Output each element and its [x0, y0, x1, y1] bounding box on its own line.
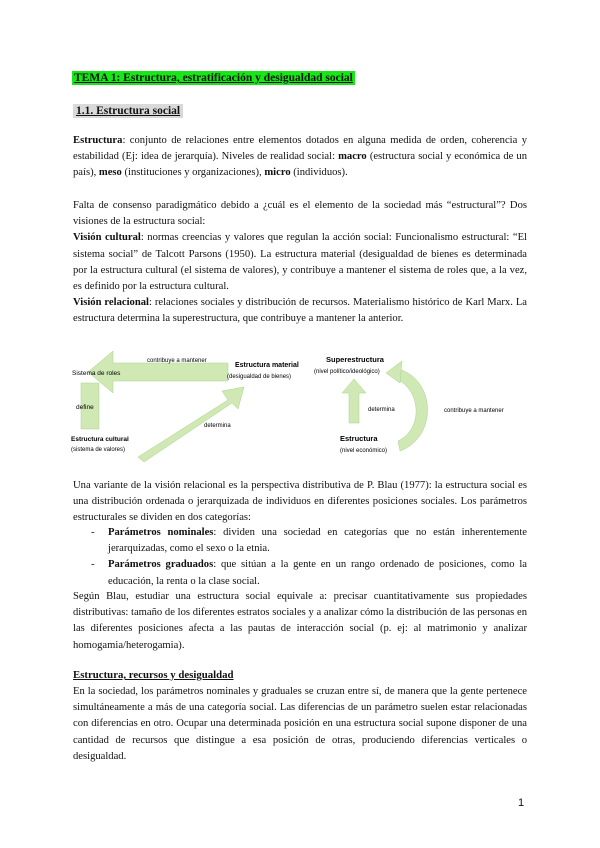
label-define: define: [76, 404, 94, 411]
label-sistema-roles: Sistema de roles: [72, 370, 121, 377]
text-fragment: : que sitúan a la gente en un rango ordenado de posiciones, como la educación, la renta o la clase social.: [108, 559, 527, 587]
label-desigualdad-bienes: (desigualdad de bienes): [227, 374, 292, 380]
list-dash: -: [91, 559, 95, 571]
list-dash: -: [91, 527, 95, 538]
parameter-list: [73, 525, 527, 590]
text-fragment: (estructura social y económica de un país),: [73, 151, 527, 179]
label-determina-right: determina: [368, 407, 395, 413]
text-fragment: : relaciones sociales y distribución de recursos. Materialismo histórico de Karl Marx. La estructura determina la superestructura, que contribuye a mantener la anterior.: [73, 297, 527, 325]
list-item: [73, 557, 527, 589]
document-title: TEMA 1: Estructura, estratificación y desigualdad social: [74, 72, 353, 84]
paragraph-recursos: En la sociedad, los parámetros nominales y graduales se cruzan entre sí, de manera que la gente pertenece simultáneamente a más de una categoría social. Las diferencias de un parámetro suelen estar relacionadas con diferencias en otro. Ocupar una determinada posición en una estructura social supone disponer de una cantidad de recursos que distingue a esa posición de otras, produciendo diferencias verticales o desigualdad.: [73, 686, 527, 762]
label-estructura: Estructura: [340, 434, 378, 443]
text-fragment: : conjunto de relaciones entre elementos dotados en alguna medida de orden, coherencia y estabilidad (Ej: idea de jerarquía). Niveles de realidad social:: [73, 135, 527, 163]
label-nivel-economico: (nivel económico): [340, 448, 388, 454]
page-number: 1: [518, 797, 525, 809]
paragraph-segun-blau: Según Blau, estudiar una estructura social equivale a: precisar cuantitativamente sus propiedades distributivas: tamaño de los diferentes estratos sociales y a analizar cómo la distribución de las personas en las diferentes posiciones afecta a las pautas de interacción social (p. ej: al matrimonio y analizar homogamia/heterogamia).: [73, 591, 527, 651]
term-micro: micro: [264, 167, 291, 179]
label-estructura-cultural: Estructura cultural: [71, 436, 129, 443]
arrow-determina-right: [342, 379, 366, 423]
arrowhead: [386, 361, 402, 383]
text-fragment: (instituciones y organizaciones),: [121, 167, 265, 179]
label-determina-left: determina: [204, 423, 231, 429]
term-macro: macro: [338, 151, 367, 163]
label-contribuye-left: contribuye a mantener: [147, 358, 207, 364]
label-estructura-material: Estructura material: [235, 362, 299, 369]
term-meso: meso: [98, 167, 122, 179]
paragraph-visiones: [73, 198, 527, 328]
term-parametros-nominales: Parámetros nominales: [108, 527, 214, 538]
paragraph-blau: Una variante de la visión relacional es la perspectiva distributiva de P. Blau (1977): la estructura social es una distribución ordenada o jerarquizada de individuos en diferentes posiciones sociales. Los parámetros estructurales se dividen en dos categorías:: [73, 480, 527, 524]
list-item: [73, 525, 527, 557]
label-contribuye-right: contribuye a mantener: [444, 408, 504, 414]
structure-diagram: [68, 345, 538, 465]
label-nivel-politico: (nivel político/ideológico): [314, 369, 380, 375]
subsection-heading: Estructura, recursos y desigualdad: [73, 669, 234, 681]
paragraph-estructura: [73, 133, 527, 182]
label-sistema-valores: (sistema de valores): [71, 447, 126, 453]
term-vision-cultural: Visión cultural: [73, 232, 141, 244]
term-vision-relacional: Visión relacional: [73, 297, 149, 309]
text-fragment: Falta de consenso paradigmático debido a ¿cuál es el elemento de la sociedad más “estructural”? Dos visiones de la estructura social:: [73, 200, 527, 228]
text-fragment: (individuos).: [290, 167, 348, 179]
term-parametros-graduados: Parámetros graduados: [108, 559, 214, 571]
text-fragment: : dividen una sociedad en categorías que no están inherentemente jerarquizadas, como el sexo o la etnia.: [108, 527, 527, 555]
label-superestructura: Superestructura: [326, 355, 384, 364]
text-fragment: : normas creencias y valores que regulan la acción social: Funcionalismo estructural: “El sistema social” de Talcott Parsons (1950). La estructura material (desigualdad de bienes es determinada por la estructura cultural (el sistema de valores), y contribuye a mantener el sistema de roles que, a la vez, es definido por la estructura cultural.: [73, 232, 527, 293]
section-heading: 1.1. Estructura social: [73, 104, 183, 118]
term-estructura: Estructura: [73, 135, 123, 146]
